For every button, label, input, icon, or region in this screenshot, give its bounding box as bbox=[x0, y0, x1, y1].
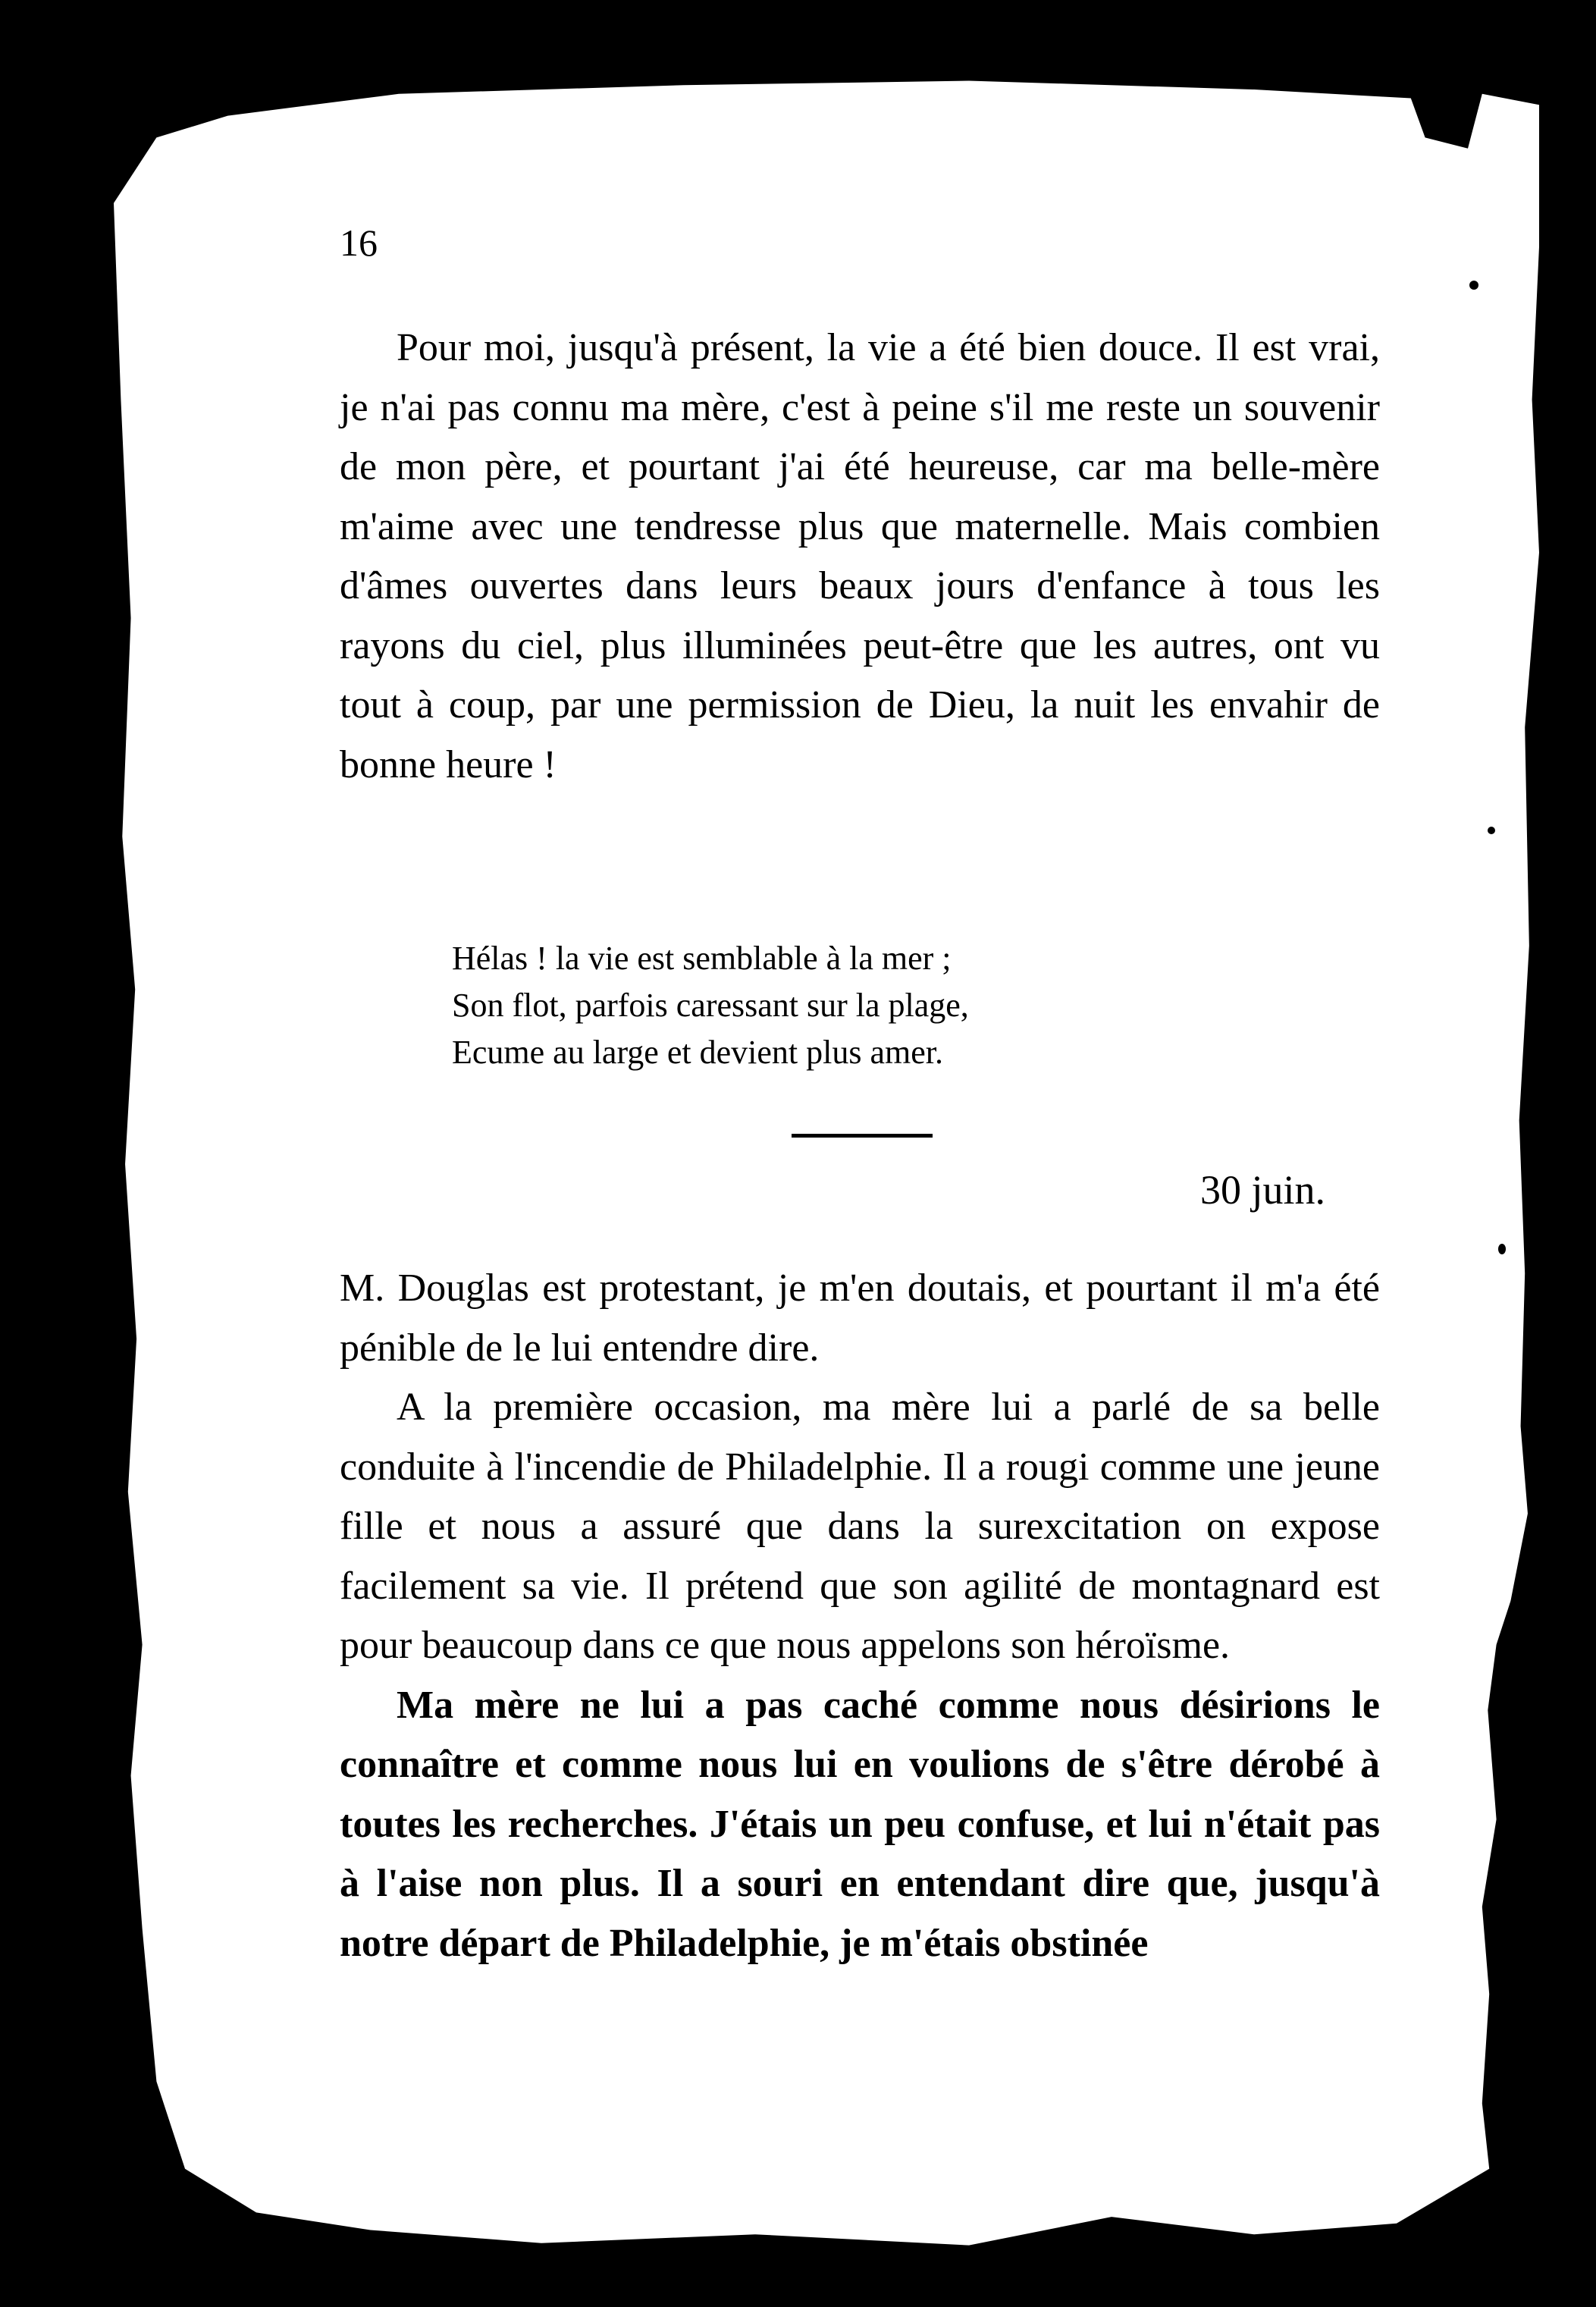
poem-line: Hélas ! la vie est semblable à la mer ; bbox=[452, 940, 952, 977]
paragraph: M. Douglas est protestant, je m'en doutais, et pourtant il m'a été pénible de le lui entendre dire. bbox=[340, 1266, 1380, 1370]
scan-speck bbox=[1498, 1244, 1506, 1254]
scan-speck bbox=[1469, 281, 1478, 290]
page-number: 16 bbox=[340, 221, 378, 264]
opening-paragraph-block bbox=[340, 319, 1380, 795]
scan-speck bbox=[1509, 1790, 1518, 1799]
paragraph: A la première occasion, ma mère lui a parlé de sa belle conduite à l'incendie de Philadelphie. Il a rougi comme une jeune fille et nous a assuré que dans la surexcitation on expose facilement sa vie. Il prétend que son agilité de montagnard est pour beaucoup dans ce que nous appelons son héroïsme. bbox=[340, 1386, 1380, 1667]
paragraph: Ma mère ne lui a pas caché comme nous désirions le connaître et comme nous lui en voulions de s'être dérobé à toutes les recherches. J'étais un peu confuse, et lui n'était pas à l'aise non plus. Il a souri en entendant dire que, jusqu'à notre départ de Philadelphie, je m'étais obstinée bbox=[340, 1683, 1380, 1965]
scan-speck bbox=[1488, 827, 1495, 834]
diary-entry-block bbox=[340, 1259, 1380, 1973]
poem-quote bbox=[452, 935, 1286, 1076]
paragraph: Pour moi, jusqu'à présent, la vie a été bien douce. Il est vrai, je n'ai pas connu ma mère, c'est à peine s'il me reste un souvenir de mon père, et pourtant j'ai été heureuse, car ma belle-mère m'aime avec une tendresse plus que maternelle. Mais combien d'âmes ouvertes dans leurs beaux jours d'enfance à tous les rayons du ciel, plus illuminées peut-être que les autres, ont vu tout à coup, par une permission de Dieu, la nuit les envahir de bonne heure ! bbox=[340, 326, 1380, 786]
section-separator bbox=[792, 1134, 933, 1138]
poem-line: Son flot, parfois caressant sur la plage, bbox=[452, 987, 969, 1024]
poem-line: Ecume au large et devient plus amer. bbox=[452, 1034, 943, 1071]
entry-date: 30 juin. bbox=[1199, 1167, 1325, 1213]
